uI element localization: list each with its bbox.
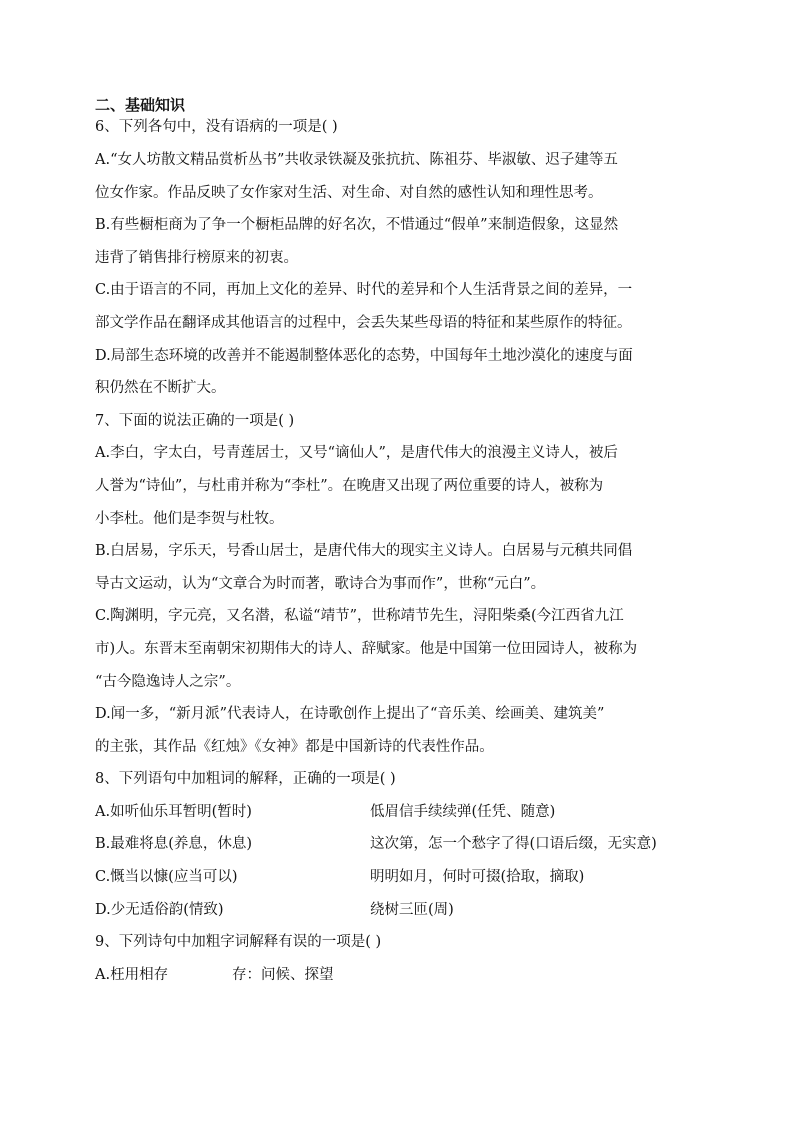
q7-option-c-line3: “古今隐逸诗人之宗”。: [95, 673, 241, 690]
q7-option-b-line1: B.白居易，字乐天，号香山居士，是唐代伟大的现实主义诗人。白居易与元稹共同倡: [95, 543, 633, 560]
q7-option-c-line2: 市)人。东晋末至南朝宋初期伟大的诗人、辞赋家。他是中国第一位田园诗人，被称为: [95, 640, 638, 657]
q8-option-c-pair: 明明如月，何时可掇(拾取，摘取): [370, 869, 585, 886]
q6-option-a-line1: A.“女人坊散文精品赏析丛书”共收录铁凝及张抗抗、陈祖芬、毕淑敏、迟子建等五: [95, 152, 618, 168]
q7-option-b-line2: 导古文运动，认为“文章合为时而著，歌诗合为事而作”，世称“元白”。: [95, 575, 546, 592]
q8-option-a: A.如听仙乐耳暂明(暂时): [95, 803, 252, 820]
q7-option-c-line1: C.陶渊明，字元亮，又名潜，私谥“靖节”，世称靖节先生，浔阳柴桑(今江西省九江: [95, 608, 624, 625]
q6-option-b-line1: B.有些橱柜商为了争一个橱柜品牌的好名次，不惜通过“假单”来制造假象，这显然: [95, 217, 619, 234]
q6-option-d-line1: D.局部生态环境的改善并不能遏制整体恶化的态势，中国每年土地沙漠化的速度与面: [95, 347, 633, 364]
q8-option-b: B.最难将息(养息，休息): [95, 836, 253, 853]
q7-option-a-line3: 小李杜。他们是李贺与杜牧。: [95, 510, 284, 527]
document-page: [95, 94, 705, 991]
q9-option-a: A.枉用相存: [95, 966, 169, 983]
q7-option-d-line1: D.闻一多，“新月派”代表诗人，在诗歌创作上提出了“音乐美、绘画美、建筑美”: [95, 706, 605, 723]
q6-option-a-line2: 位女作家。作品反映了女作家对生活、对生命、对自然的感性认知和理性思考。: [95, 184, 603, 201]
q6-option-c-line1: C.由于语言的不同，再加上文化的差异、时代的差异和个人生活背景之间的差异，一: [95, 282, 633, 299]
question-8-stem: 8、下列语句中加粗词的解释，正确的一项是( ): [95, 771, 396, 788]
q6-option-d-line2: 积仍然在不断扩大。: [95, 380, 226, 397]
q7-option-d-line2: 的主张，其作品《红烛》《女神》都是中国新诗的代表性作品。: [95, 738, 494, 755]
q8-options-row-3: [95, 861, 705, 894]
q8-options-row-2: [95, 828, 705, 861]
question-7-stem: 7、下面的说法正确的一项是( ): [95, 412, 295, 429]
q7-option-a-line2: 人誉为“诗仙”，与杜甫并称为“李杜”。在晚唐又出现了两位重要的诗人，被称为: [95, 477, 604, 494]
q8-option-b-pair: 这次第，怎一个愁字了得(口语后缀，无实意): [370, 836, 657, 853]
q8-option-d-pair: 绕树三匝(周): [370, 901, 454, 918]
question-9-stem: 9、下列诗句中加粗字词解释有误的一项是( ): [95, 934, 382, 951]
q8-option-c: C.慨当以慷(应当可以): [95, 869, 238, 886]
q9-option-a-explanation: 存：问候、探望: [232, 966, 334, 983]
q8-option-d: D.少无适俗韵(情致): [95, 901, 224, 918]
question-6-stem: 6、下列各句中，没有语病的一项是( ): [95, 119, 338, 135]
q8-options-row-4: [95, 894, 705, 927]
q7-option-a-line1: A.李白，字太白，号青莲居士，又号“谪仙人”，是唐代伟大的浪漫主义诗人，被后: [95, 445, 618, 462]
q6-option-c-line2: 部文学作品在翻译成其他语言的过程中，会丢失某些母语的特征和某些原作的特征。: [95, 314, 632, 331]
q8-options-row-1: [95, 796, 705, 829]
q9-option-a-row: [95, 959, 705, 992]
q6-option-b-line2: 违背了销售排行榜原来的初衷。: [95, 249, 298, 266]
section-title: 二、基础知识: [95, 96, 186, 114]
q8-option-a-pair: 低眉信手续续弹(任凭、随意): [370, 803, 556, 820]
